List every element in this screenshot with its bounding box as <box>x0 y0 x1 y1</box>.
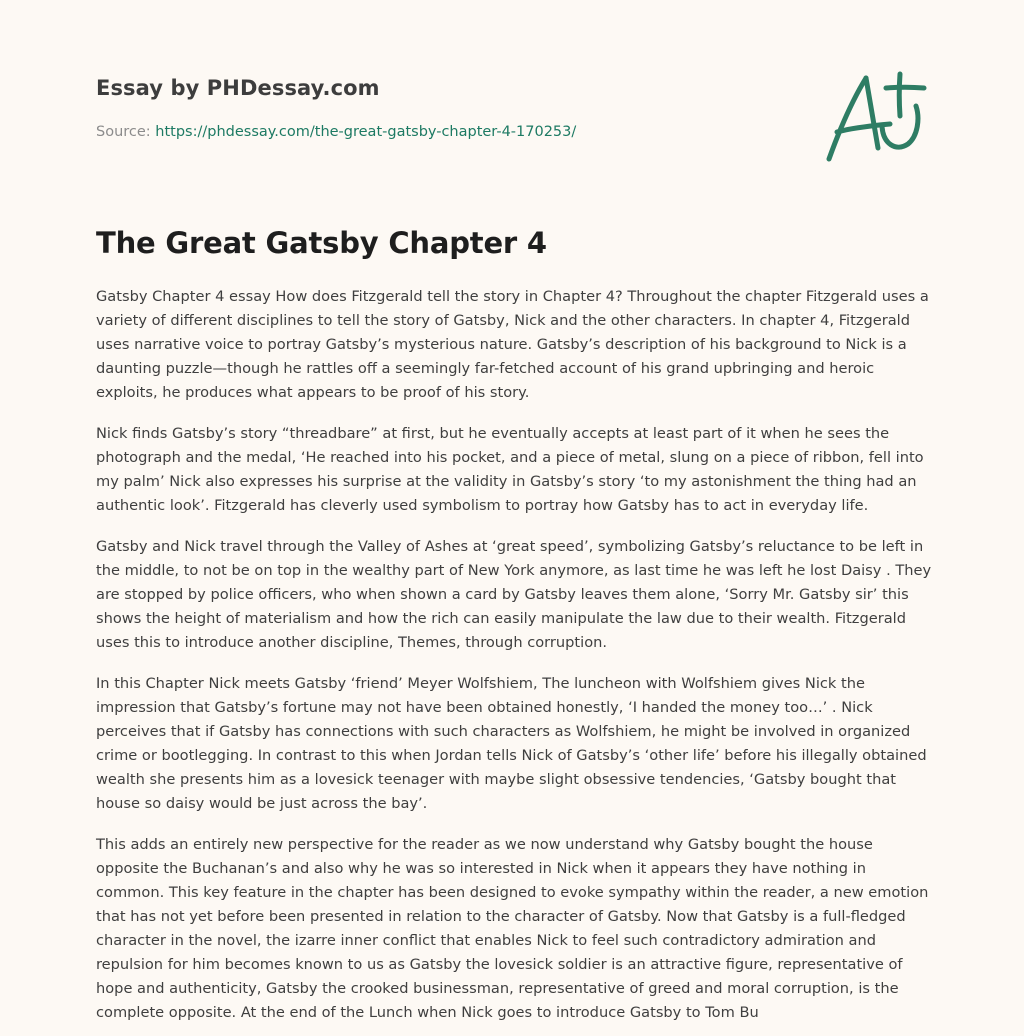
article-paragraph: In this Chapter Nick meets Gatsby ‘friend’ Meyer Wolfshiem, The luncheon with Wolfshiem gives Nick the impression that Gatsby’s fortune may not have been obtained honestly, ‘I handed the money too…’ . Nick perceives that if Gatsby has connections with such characters as Wolfshiem, he might be involved in organized crime or bootlegging. In contrast to this when Jordan tells Nick of Gatsby’s ‘other life’ before his illegally obtained wealth she presents him as a lovesick teenager with maybe slight obsessive tendencies, ‘Gatsby bought that house so daisy would be just across the bay’. <box>96 675 927 812</box>
article-paragraph: Nick finds Gatsby’s story “threadbare” at first, but he eventually accepts at least part of it when he sees the photograph and the medal, ‘He reached into his pocket, and a piece of metal, slung on a piece of ribbon, fell into my palm’ Nick also expresses his surprise at the validity in Gatsby’s story ‘to my astonishment the thing had an authentic look’. Fitzgerald has cleverly used symbolism to portray how Gatsby has to act in everyday life. <box>96 425 924 514</box>
source-link[interactable]: https://phdessay.com/the-great-gatsby-chapter-4-170253/ <box>155 124 577 140</box>
article-title: The Great Gatsby Chapter 4 <box>96 226 547 260</box>
source-line <box>96 124 576 140</box>
a-plus-logo-icon <box>820 66 930 166</box>
source-label: Source: <box>96 124 156 140</box>
site-brand: Essay by PHDessay.com <box>96 76 380 100</box>
article-paragraph: Gatsby and Nick travel through the Valley of Ashes at ‘great speed’, symbolizing Gatsby’s reluctance to be left in the middle, to not be on top in the wealthy part of New York anymore, as last time he was left he lost Daisy . They are stopped by police officers, who when shown a card by Gatsby leaves them alone, ‘Sorry Mr. Gatsby sir’ this shows the height of materialism and how the rich can easily manipulate the law due to their wealth. Fitzgerald uses this to introduce another discipline, Themes, through corruption. <box>96 538 932 651</box>
article-paragraph: This adds an entirely new perspective for the reader as we now understand why Gatsby bought the house opposite the Buchanan’s and also why he was so interested in Nick when it appears they have nothing in common. This key feature in the chapter has been designed to evoke sympathy within the reader, a new emotion that has not yet before been presented in relation to the character of Gatsby. Now that Gatsby is a full-fledged character in the novel, the izarre inner conflict that enables Nick to feel such contradictory admiration and repulsion for him becomes known to us as Gatsby the lovesick soldier is an attractive figure, representative of hope and authenticity, Gatsby the crooked businessman, representative of greed and moral corruption, is the complete opposite. At the end of the Lunch when Nick goes to introduce Gatsby to Tom Bu <box>96 836 929 1021</box>
article-body <box>96 285 932 1036</box>
article-paragraph: Gatsby Chapter 4 essay How does Fitzgerald tell the story in Chapter 4? Throughout the chapter Fitzgerald uses a variety of different disciplines to tell the story of Gatsby, Nick and the other characters. In chapter 4, Fitzgerald uses narrative voice to portray Gatsby’s mysterious nature. Gatsby’s description of his background to Nick is a daunting puzzle—though he rattles off a seemingly far-fetched account of his grand upbringing and heroic exploits, he produces what appears to be proof of his story. <box>96 288 929 401</box>
